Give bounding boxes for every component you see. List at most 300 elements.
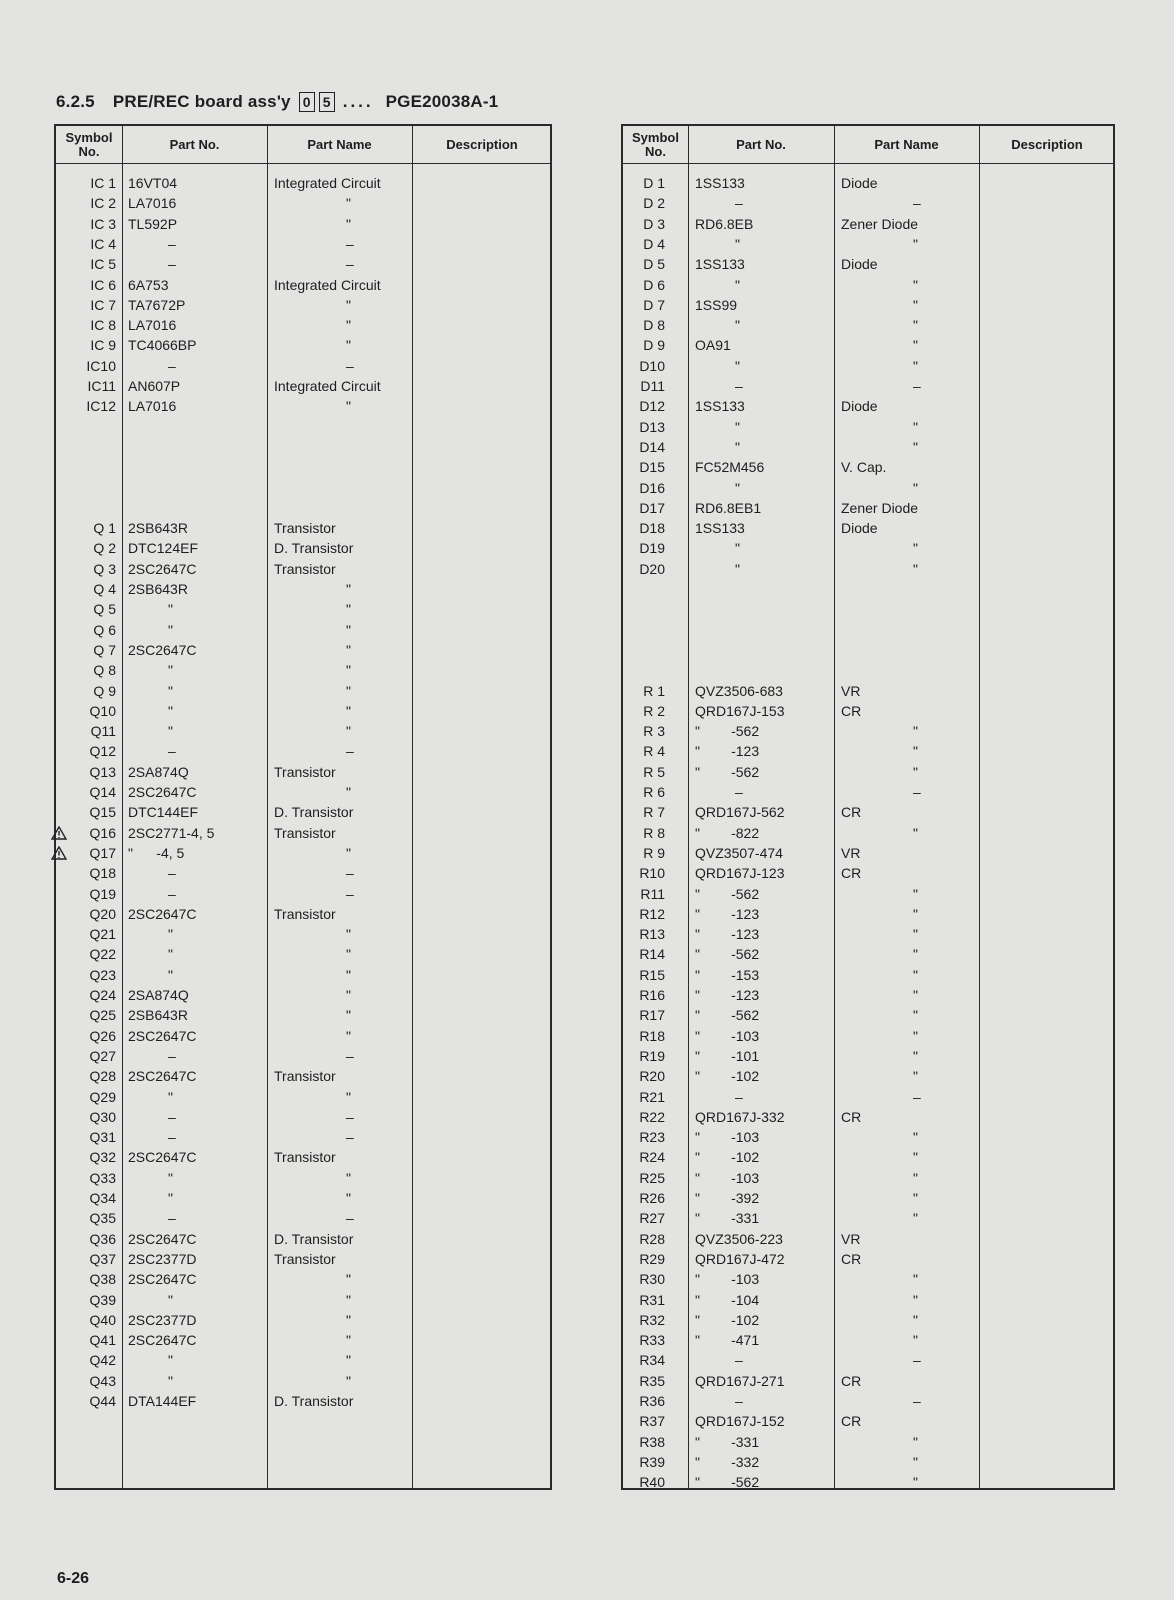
- table-row: [56, 863, 550, 883]
- symbol-cell: R18: [639, 1027, 665, 1044]
- part-no-cell: –: [168, 1210, 176, 1227]
- part-no-cell: QRD167J-271: [695, 1372, 785, 1389]
- symbol-cell: R35: [639, 1372, 665, 1389]
- part-no-cell: ": [168, 1291, 173, 1308]
- part-name-cell: Transistor: [274, 1149, 336, 1166]
- symbol-cell: Q37: [89, 1250, 116, 1267]
- part-name-cell: Transistor: [274, 560, 336, 577]
- table-row: [56, 315, 550, 335]
- part-name-cell: –: [346, 1047, 354, 1064]
- table-row: [56, 640, 550, 660]
- part-no-cell: 1SS133: [695, 175, 745, 191]
- table-row: [623, 1432, 1113, 1452]
- table-row: [56, 1350, 550, 1370]
- symbol-cell: R32: [639, 1311, 665, 1328]
- part-no-cell: [128, 457, 268, 477]
- part-no-cell: " -471: [695, 1332, 760, 1349]
- part-name-cell: ": [346, 946, 351, 963]
- part-no-cell: 2SC2647C: [128, 560, 197, 577]
- table-row: [623, 396, 1113, 416]
- part-name-cell: Integrated Circuit: [274, 175, 381, 191]
- table-row: [623, 782, 1113, 802]
- table-row: [623, 315, 1113, 335]
- symbol-cell: Q35: [89, 1210, 116, 1227]
- part-name-cell: –: [346, 235, 354, 252]
- symbol-cell: [623, 660, 665, 680]
- table-row: [623, 1310, 1113, 1330]
- table-row: [623, 173, 1113, 193]
- symbol-cell: R 1: [643, 682, 665, 699]
- table-row: [56, 884, 550, 904]
- part-no-cell: " -103: [695, 1271, 760, 1288]
- part-name-cell: ": [346, 926, 351, 943]
- part-name-cell: ": [913, 1453, 918, 1470]
- part-no-cell: 2SC2647C: [128, 1230, 197, 1247]
- part-no-cell: FC52M456: [695, 459, 765, 476]
- part-name-cell: ": [346, 317, 351, 334]
- symbol-cell: D10: [639, 357, 665, 374]
- part-name-cell: ": [346, 296, 351, 313]
- part-name-cell: ": [346, 1271, 351, 1288]
- symbol-cell: R16: [639, 987, 665, 1003]
- part-no-cell: " -103: [695, 1129, 760, 1146]
- part-name-cell: ": [346, 215, 351, 232]
- part-name-cell: ": [346, 784, 351, 800]
- symbol-cell: R38: [639, 1433, 665, 1450]
- table-row: [623, 904, 1113, 924]
- table-row: [623, 1046, 1113, 1066]
- symbol-cell: R28: [639, 1230, 665, 1247]
- symbol-cell: Q23: [89, 966, 116, 983]
- col-header-symbol: Symbol No.: [632, 129, 679, 159]
- symbol-cell: Q30: [89, 1108, 116, 1125]
- table-row: [56, 538, 550, 558]
- part-name-cell: [274, 478, 414, 498]
- symbol-cell: R 2: [643, 702, 665, 719]
- part-no-cell: 2SC2377D: [128, 1311, 197, 1328]
- part-name-cell: ": [346, 723, 351, 740]
- part-name-cell: Integrated Circuit: [274, 378, 381, 394]
- symbol-cell: Q39: [89, 1291, 116, 1308]
- part-name-cell: ": [346, 1169, 351, 1186]
- part-name-cell: ": [913, 1311, 918, 1328]
- symbol-cell: D 1: [643, 175, 665, 191]
- part-name-cell: [274, 498, 414, 518]
- table-row: [56, 437, 550, 457]
- part-no-cell: 2SC2647C: [128, 784, 197, 800]
- table-row: [623, 965, 1113, 985]
- symbol-cell: R26: [639, 1190, 665, 1206]
- symbol-cell: IC 6: [90, 276, 116, 293]
- part-no-cell: 2SC2647C: [128, 905, 197, 922]
- part-name-cell: [274, 437, 414, 457]
- table-row: [56, 1371, 550, 1391]
- part-no-cell: " -104: [695, 1291, 760, 1308]
- symbol-cell: R25: [639, 1169, 665, 1186]
- part-no-cell: QRD167J-332: [695, 1108, 785, 1125]
- table-row: [623, 1005, 1113, 1025]
- part-no-cell: " -101: [695, 1047, 760, 1064]
- table-row: [623, 478, 1113, 498]
- part-name-cell: [841, 599, 981, 619]
- part-no-cell: 2SC2771-4, 5: [128, 824, 215, 841]
- part-no-cell: ": [735, 438, 740, 455]
- table-row: [56, 498, 550, 518]
- symbol-cell: [56, 457, 116, 477]
- table-row: [56, 1269, 550, 1289]
- part-no-cell: ": [168, 702, 173, 719]
- symbol-cell: Q 2: [93, 540, 116, 557]
- part-name-cell: CR: [841, 804, 862, 821]
- symbol-cell: [56, 417, 116, 437]
- part-no-cell: ": [168, 723, 173, 740]
- part-no-cell: ": [168, 621, 173, 638]
- part-name-cell: ": [913, 987, 918, 1003]
- part-name-cell: [841, 640, 981, 660]
- table-row: [56, 254, 550, 274]
- symbol-cell: [56, 498, 116, 518]
- symbol-cell: D18: [639, 520, 665, 537]
- symbol-cell: D 6: [643, 276, 665, 293]
- part-name-cell: VR: [841, 844, 861, 861]
- part-name-cell: ": [913, 966, 918, 983]
- symbol-cell: Q19: [89, 885, 116, 902]
- section-number: 6.2.5: [56, 92, 95, 111]
- symbol-cell: R23: [639, 1129, 665, 1146]
- table-row: [56, 518, 550, 538]
- table-row: [56, 234, 550, 254]
- part-name-cell: Transistor: [274, 905, 336, 922]
- part-name-cell: ": [346, 1311, 351, 1328]
- part-no-cell: " -102: [695, 1068, 760, 1085]
- part-no-cell: 2SC2647C: [128, 641, 197, 658]
- table-row: [56, 620, 550, 640]
- part-name-cell: ": [913, 1433, 918, 1450]
- part-no-cell: TC4066BP: [128, 337, 197, 354]
- table-row: [623, 640, 1113, 660]
- symbol-cell: Q29: [89, 1088, 116, 1105]
- board-part-code: PGE20038A-1: [385, 92, 499, 111]
- symbol-cell: IC11: [87, 378, 116, 394]
- part-no-cell: " -332: [695, 1453, 760, 1470]
- part-name-cell: –: [913, 784, 921, 800]
- part-name-cell: CR: [841, 702, 862, 719]
- part-no-cell: QVZ3507-474: [695, 844, 783, 861]
- table-row: [623, 741, 1113, 761]
- part-name-cell: Zener Diode: [841, 499, 919, 516]
- part-name-cell: ": [913, 235, 918, 252]
- part-no-cell: DTA144EF: [128, 1393, 197, 1409]
- part-no-cell: ": [168, 601, 173, 618]
- table-row: [56, 1391, 550, 1411]
- symbol-cell: R31: [639, 1291, 665, 1308]
- symbol-cell: R 9: [643, 844, 665, 861]
- part-name-cell: ": [346, 1088, 351, 1105]
- symbol-cell: D13: [639, 418, 665, 435]
- symbol-cell: Q25: [89, 1007, 116, 1024]
- part-no-cell: ": [168, 926, 173, 943]
- part-no-cell: [695, 579, 835, 599]
- part-name-cell: ": [913, 438, 918, 455]
- part-no-cell: " -562: [695, 763, 760, 780]
- part-name-cell: ": [346, 682, 351, 699]
- part-no-cell: ": [735, 276, 740, 293]
- part-name-cell: ": [346, 398, 351, 415]
- symbol-cell: D 3: [643, 215, 665, 232]
- col-header-description: Description: [1011, 136, 1083, 152]
- table-row: [56, 904, 550, 924]
- leader-dots: ....: [342, 92, 374, 111]
- part-no-cell: " -822: [695, 824, 760, 841]
- part-name-cell: Diode: [841, 520, 878, 537]
- part-no-cell: ": [735, 357, 740, 374]
- part-no-cell: LA7016: [128, 195, 177, 212]
- part-no-cell: " -123: [695, 905, 760, 922]
- part-name-cell: ": [913, 1474, 918, 1491]
- table-row: [56, 965, 550, 985]
- symbol-cell: Q28: [89, 1068, 116, 1085]
- part-no-cell: [695, 640, 835, 660]
- symbol-cell: D12: [639, 398, 665, 415]
- symbol-cell: R11: [640, 885, 665, 902]
- part-no-cell: ": [735, 317, 740, 334]
- part-no-cell: 2SC2647C: [128, 1027, 197, 1044]
- part-no-cell: ": [168, 1372, 173, 1389]
- symbol-cell: R29: [639, 1250, 665, 1267]
- part-no-cell: " -562: [695, 1007, 760, 1024]
- part-no-cell: ": [168, 966, 173, 983]
- table-row: [56, 173, 550, 193]
- symbol-cell: R17: [639, 1007, 665, 1024]
- table-row: [56, 1026, 550, 1046]
- symbol-cell: IC10: [86, 357, 116, 374]
- symbol-cell: Q 6: [93, 621, 116, 638]
- table-row: [56, 1147, 550, 1167]
- symbol-cell: Q12: [89, 743, 116, 760]
- table-row: [623, 1371, 1113, 1391]
- code-box-1: 0: [299, 92, 315, 112]
- part-name-cell: ": [346, 844, 351, 861]
- symbol-cell: D15: [639, 459, 665, 476]
- part-no-cell: 1SS133: [695, 398, 745, 415]
- part-name-cell: [841, 620, 981, 640]
- part-name-cell: ": [913, 723, 918, 740]
- part-name-cell: –: [913, 1393, 921, 1409]
- part-name-cell: CR: [841, 865, 862, 882]
- table-row: [56, 478, 550, 498]
- symbol-cell: R33: [639, 1332, 665, 1349]
- part-name-cell: ": [913, 763, 918, 780]
- table-row: [623, 1290, 1113, 1310]
- part-no-cell: " -123: [695, 987, 760, 1003]
- symbol-cell: Q10: [89, 702, 116, 719]
- part-no-cell: " -102: [695, 1149, 760, 1166]
- part-name-cell: ": [913, 1190, 918, 1206]
- symbol-cell: IC 8: [90, 317, 116, 334]
- part-name-cell: ": [913, 1169, 918, 1186]
- table-row: [56, 1005, 550, 1025]
- table-row: [623, 1127, 1113, 1147]
- table-row: [623, 660, 1113, 680]
- symbol-cell: R30: [639, 1271, 665, 1288]
- part-name-cell: V. Cap.: [841, 459, 887, 476]
- table-row: [623, 1087, 1113, 1107]
- symbol-cell: D 9: [643, 337, 665, 354]
- part-name-cell: ": [913, 926, 918, 943]
- part-name-cell: ": [346, 1190, 351, 1206]
- part-name-cell: VR: [841, 682, 861, 699]
- table-row: [56, 417, 550, 437]
- symbol-cell: IC 2: [90, 195, 116, 212]
- table-row: [56, 599, 550, 619]
- part-no-cell: [128, 498, 268, 518]
- part-name-cell: ": [346, 987, 351, 1003]
- part-name-cell: D. Transistor: [274, 1230, 354, 1247]
- part-name-cell: Transistor: [274, 520, 336, 537]
- table-row: [56, 1087, 550, 1107]
- table-row: [623, 538, 1113, 558]
- part-no-cell: " -123: [695, 926, 760, 943]
- table-row: [623, 924, 1113, 944]
- symbol-cell: D 2: [643, 195, 665, 212]
- table-row: [623, 295, 1113, 315]
- symbol-cell: R27: [639, 1210, 665, 1227]
- part-name-cell: [274, 417, 414, 437]
- part-no-cell: 2SC2647C: [128, 1068, 197, 1085]
- table-row: [623, 1350, 1113, 1370]
- part-name-cell: ": [913, 337, 918, 354]
- part-name-cell: ": [913, 905, 918, 922]
- part-name-cell: –: [346, 743, 354, 760]
- col-header-part-no: Part No.: [169, 136, 220, 152]
- part-name-cell: –: [346, 357, 354, 374]
- part-no-cell: [128, 417, 268, 437]
- symbol-cell: R 4: [643, 743, 665, 760]
- symbol-cell: IC 7: [90, 296, 116, 313]
- part-no-cell: 6A753: [128, 276, 169, 293]
- part-no-cell: 16VT04: [128, 175, 178, 191]
- table-row: [623, 335, 1113, 355]
- symbol-cell: IC12: [86, 398, 116, 415]
- part-no-cell: ": [168, 1088, 173, 1105]
- table-row: [623, 681, 1113, 701]
- part-no-cell: ": [168, 946, 173, 963]
- symbol-cell: [56, 478, 116, 498]
- part-no-cell: –: [735, 1088, 743, 1105]
- table-row: [56, 579, 550, 599]
- symbol-cell: IC 4: [90, 235, 116, 252]
- symbol-cell: Q42: [89, 1352, 116, 1369]
- part-no-cell: 2SC2647C: [128, 1271, 197, 1288]
- part-name-cell: ": [346, 195, 351, 212]
- symbol-cell: Q26: [89, 1027, 116, 1044]
- symbol-cell: D 7: [643, 296, 665, 313]
- symbol-cell: IC 5: [90, 256, 116, 273]
- part-no-cell: –: [735, 784, 743, 800]
- symbol-cell: R 7: [643, 804, 665, 821]
- table-row: [623, 1026, 1113, 1046]
- part-name-cell: ": [913, 560, 918, 577]
- symbol-cell: Q27: [89, 1047, 116, 1064]
- part-no-cell: " -331: [695, 1433, 760, 1450]
- table-row: [623, 417, 1113, 437]
- part-no-cell: LA7016: [128, 398, 177, 415]
- part-name-cell: Zener Diode: [841, 215, 919, 232]
- table-row: [56, 295, 550, 315]
- part-name-cell: ": [346, 1372, 351, 1389]
- table-row: [56, 1249, 550, 1269]
- code-box-2: 5: [319, 92, 335, 112]
- part-no-cell: [695, 620, 835, 640]
- part-no-cell: [695, 660, 835, 680]
- table-row: [56, 457, 550, 477]
- table-row: [623, 579, 1113, 599]
- part-no-cell: " -102: [695, 1311, 760, 1328]
- part-no-cell: –: [168, 743, 176, 760]
- table-row: [56, 1127, 550, 1147]
- part-no-cell: [695, 599, 835, 619]
- part-name-cell: –: [346, 256, 354, 273]
- symbol-cell: Q22: [89, 946, 116, 963]
- table-row: [56, 782, 550, 802]
- symbol-cell: R22: [639, 1108, 665, 1125]
- part-no-cell: ": [735, 479, 740, 496]
- part-no-cell: 2SC2647C: [128, 1332, 197, 1349]
- table-row: [56, 1046, 550, 1066]
- table-row: [623, 823, 1113, 843]
- symbol-cell: Q40: [89, 1311, 116, 1328]
- table-row: [623, 863, 1113, 883]
- part-no-cell: –: [168, 885, 176, 902]
- part-no-cell: –: [168, 235, 176, 252]
- part-name-cell: ": [913, 296, 918, 313]
- symbol-cell: D20: [639, 560, 665, 577]
- symbol-cell: D 4: [643, 235, 665, 252]
- part-name-cell: –: [346, 1129, 354, 1146]
- part-no-cell: 2SB643R: [128, 1007, 188, 1024]
- part-name-cell: ": [346, 1007, 351, 1024]
- part-name-cell: D. Transistor: [274, 1393, 354, 1409]
- symbol-cell: Q 7: [93, 641, 116, 658]
- part-name-cell: Diode: [841, 175, 878, 191]
- col-header-description: Description: [446, 136, 518, 152]
- part-name-cell: ": [913, 540, 918, 557]
- part-no-cell: 1SS99: [695, 296, 738, 313]
- table-row: [56, 802, 550, 822]
- table-row: [623, 214, 1113, 234]
- part-no-cell: –: [735, 1352, 743, 1369]
- table-row: [56, 944, 550, 964]
- table-row: [56, 335, 550, 355]
- table-row: [623, 1208, 1113, 1228]
- part-name-cell: ": [913, 1271, 918, 1288]
- part-no-cell: ": [735, 235, 740, 252]
- part-no-cell: ": [168, 662, 173, 679]
- part-no-cell: 2SC2647C: [128, 1149, 197, 1166]
- part-name-cell: CR: [841, 1108, 862, 1125]
- table-row: [623, 1147, 1113, 1167]
- symbol-cell: Q33: [89, 1169, 116, 1186]
- table-row: [56, 762, 550, 782]
- symbol-cell: Q16: [89, 824, 116, 841]
- table-row: [623, 275, 1113, 295]
- symbol-cell: IC 1: [90, 175, 116, 191]
- part-no-cell: QRD167J-562: [695, 804, 785, 821]
- symbol-cell: [56, 437, 116, 457]
- symbol-cell: Q44: [89, 1393, 116, 1409]
- table-row: [623, 985, 1113, 1005]
- part-no-cell: 2SA874Q: [128, 987, 189, 1003]
